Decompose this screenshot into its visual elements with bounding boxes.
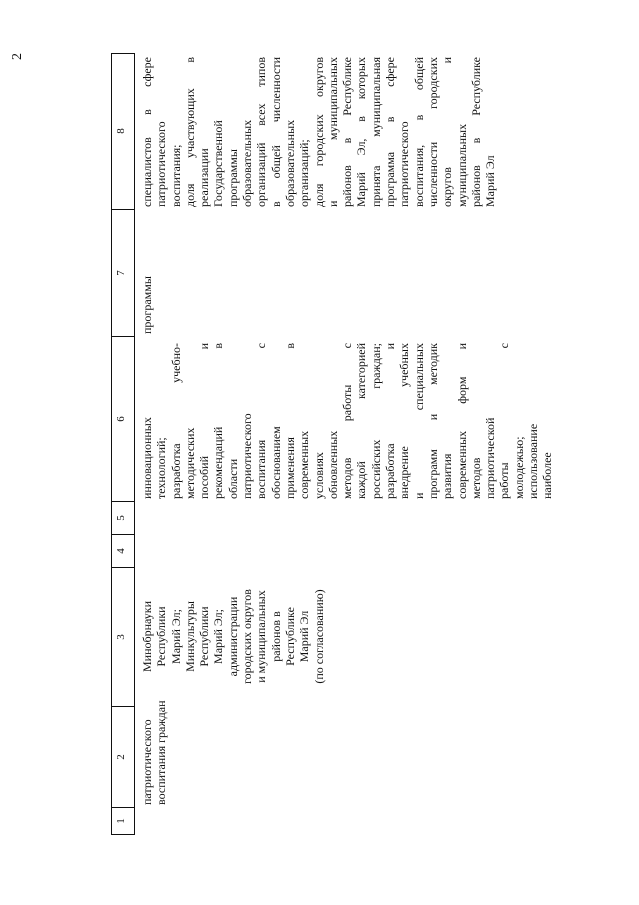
text-line: воспитания граждан xyxy=(154,700,169,805)
text-line: районов в Республике xyxy=(340,57,355,207)
page-number: 2 xyxy=(10,53,25,60)
text-line: методических xyxy=(182,427,197,499)
text-line: программы xyxy=(140,276,154,334)
cell-col-8 xyxy=(140,57,497,207)
text-line: воспитания; xyxy=(168,144,183,207)
text-line: Государственной xyxy=(211,120,226,207)
column-separator xyxy=(111,209,135,210)
cell-col-7 xyxy=(140,214,154,334)
text-line: численности городских xyxy=(425,57,440,207)
text-line: современных форм и xyxy=(454,343,469,499)
text-line: специалистов в сфере xyxy=(140,57,154,207)
text-line: районов в Республике xyxy=(468,57,483,207)
text-line: организаций всех типов xyxy=(254,57,269,207)
text-line: Марий Эл; xyxy=(211,609,226,664)
table-header-border xyxy=(134,53,135,835)
text-line: воспитания с xyxy=(254,343,269,499)
text-line: принята муниципальная xyxy=(368,57,383,207)
text-line: Марий Эл, в которых xyxy=(354,57,369,207)
text-line: доля участвующих в xyxy=(182,57,197,207)
cell-col-6 xyxy=(140,343,555,499)
column-separator xyxy=(111,501,135,502)
text-line: патриотического xyxy=(240,413,255,499)
text-line: воспитания, в общей xyxy=(411,57,426,207)
cell-col-2 xyxy=(140,700,169,805)
text-line: российских граждан; xyxy=(368,343,383,499)
cell-col-3 xyxy=(140,568,326,705)
table-right-border xyxy=(111,53,135,54)
text-line: Республике xyxy=(282,607,297,666)
text-line: администрации xyxy=(225,596,240,677)
text-line: Республики xyxy=(197,606,212,667)
text-line: Марий Эл xyxy=(297,610,312,663)
text-line: в общей численности xyxy=(268,57,283,207)
text-line: патриотического xyxy=(397,121,412,207)
text-line: образовательных xyxy=(240,119,255,207)
text-line: программа в сфере xyxy=(383,57,398,207)
header-col-7: 7 xyxy=(115,270,127,276)
column-separator xyxy=(111,807,135,808)
column-separator xyxy=(111,706,135,707)
text-line: методов xyxy=(468,457,483,499)
text-line: использование xyxy=(526,423,541,499)
table-top-border xyxy=(111,53,112,835)
text-line: рекомендаций в xyxy=(211,343,226,499)
text-line: технологий; xyxy=(154,437,169,499)
text-line: районов в xyxy=(268,611,283,662)
text-line: области xyxy=(225,458,240,499)
header-col-2: 2 xyxy=(115,754,127,760)
text-line: методов работы с xyxy=(340,343,355,499)
text-line: округов и xyxy=(440,57,455,207)
text-line: молодежью; xyxy=(511,436,526,499)
text-line: внедрение учебных xyxy=(397,343,412,499)
text-line: обновленных xyxy=(325,430,340,499)
text-line: патриотической xyxy=(483,417,498,499)
text-line: условиях xyxy=(311,452,326,499)
text-line: обоснованием xyxy=(268,426,283,499)
text-line: и муниципальных xyxy=(325,57,340,207)
text-line: муниципальных xyxy=(454,123,469,207)
text-line: современных xyxy=(297,430,312,499)
text-line: разработка и xyxy=(383,343,398,499)
column-separator xyxy=(111,567,135,568)
text-line: каждой категорией xyxy=(354,343,369,499)
text-line: Республики xyxy=(154,606,169,667)
text-line: городских округов xyxy=(240,589,255,684)
text-line: программы xyxy=(225,149,240,207)
text-line: инновационных xyxy=(140,417,154,499)
text-line: пособий и xyxy=(197,343,212,499)
text-line: и специальных xyxy=(411,343,426,499)
column-separator xyxy=(111,534,135,535)
table-left-border xyxy=(111,834,135,835)
text-line: Марий Эл xyxy=(483,155,498,207)
text-line: развития xyxy=(440,453,455,499)
text-line: и муниципальных xyxy=(254,590,269,683)
text-line: программ и методик xyxy=(425,343,440,499)
text-line: (по согласованию) xyxy=(311,589,326,684)
text-line: доля городских округов xyxy=(311,57,326,207)
text-line: разработка учебно- xyxy=(168,343,183,499)
text-line: наиболее xyxy=(540,452,555,499)
header-col-6: 6 xyxy=(115,416,127,422)
text-line: Минкультуры xyxy=(182,601,197,672)
text-line: работы с xyxy=(497,343,512,499)
header-col-3: 3 xyxy=(115,634,127,640)
text-line: Марий Эл; xyxy=(168,609,183,664)
header-col-5: 5 xyxy=(115,515,127,521)
text-line: применения в xyxy=(282,343,297,499)
text-line: реализации xyxy=(197,148,212,207)
text-line: образовательных xyxy=(282,119,297,207)
header-col-8: 8 xyxy=(115,128,127,134)
text-line: патриотического xyxy=(154,121,169,207)
text-line: организаций; xyxy=(297,139,312,207)
header-col-4: 4 xyxy=(115,548,127,554)
column-separator xyxy=(111,336,135,337)
header-col-1: 1 xyxy=(115,818,127,824)
text-line: патриотического xyxy=(140,719,154,805)
text-line: Минобрнауки xyxy=(140,601,154,673)
